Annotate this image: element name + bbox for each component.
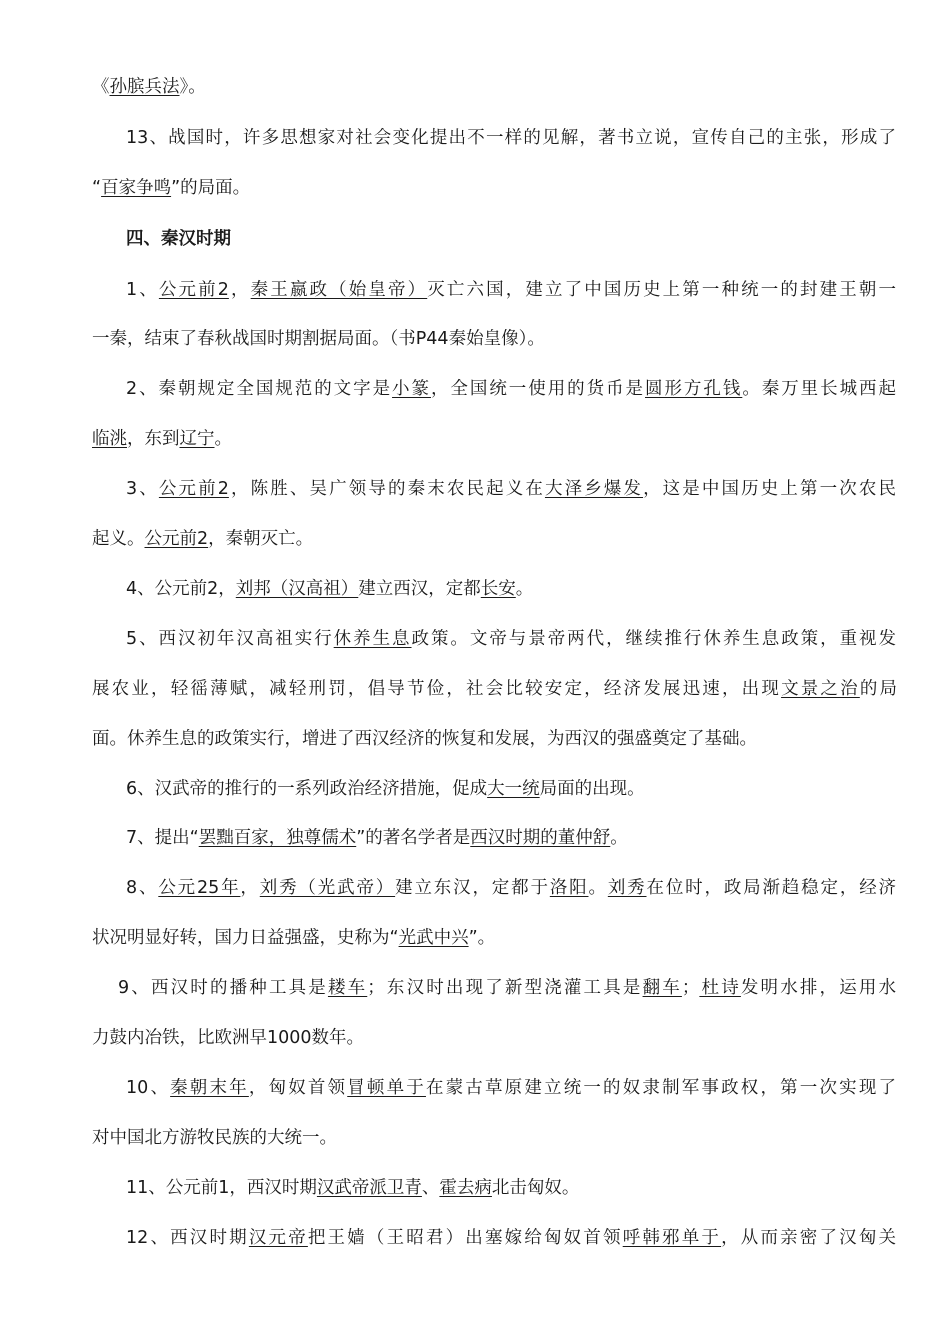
text-segment: 2、秦朝规定全国规范的文字是 (126, 379, 393, 399)
text-line-3 (92, 176, 897, 200)
text-segment: 、 (421, 1178, 440, 1198)
text-line-10 (92, 527, 897, 551)
text-line-8 (92, 427, 897, 451)
text-segment: ，陈胜、吴广领导的秦末农民起义在 (228, 479, 545, 499)
underlined-term: 刘秀 (607, 878, 647, 898)
text-segment: 建立东汉，定都于 (395, 878, 550, 898)
text-segment: 状况明显好转，国力日益强盛，史称为“ (92, 928, 399, 948)
text-segment: 一秦，结束了春秋战国时期割据局面。（书P44秦始皇像）。 (92, 329, 545, 349)
underlined-term: 西汉时期的董仲舒 (470, 828, 611, 848)
underlined-term: 临洮 (92, 429, 127, 449)
text-line-11 (126, 577, 896, 601)
text-segment: ； (681, 978, 700, 998)
underlined-term: 长安 (480, 579, 516, 599)
underlined-term: 光武中兴 (398, 928, 469, 948)
text-segment: 的局 (859, 679, 897, 699)
text-segment: 四、秦汉时期 (126, 229, 231, 249)
text-line-16 (126, 826, 896, 850)
text-segment: ”。 (468, 928, 496, 948)
text-line-18 (92, 926, 897, 950)
text-segment: ， (228, 280, 251, 300)
text-segment: 起义。 (92, 529, 145, 549)
text-segment: 。 (610, 828, 628, 848)
text-segment: 9、西汉时的播种工具是 (118, 978, 328, 998)
underlined-term: 霍去病 (439, 1178, 492, 1198)
underlined-term: 杜诗 (699, 978, 741, 998)
underlined-term: 公元25年 (158, 878, 241, 898)
text-line-23 (126, 1176, 896, 1200)
text-segment: 。 (515, 579, 534, 599)
text-segment: ”的著名学者是 (356, 828, 471, 848)
text-segment: 11、公元前1，西汉时期 (126, 1178, 317, 1198)
text-segment: 展农业，轻徭薄赋，减轻刑罚，倡导节俭，社会比较安定，经济发展迅速，出现 (92, 679, 782, 699)
underlined-term: 刘秀（光武帝） (259, 878, 396, 898)
underlined-term: 大一统 (487, 779, 540, 799)
text-segment: 力鼓内冶铁，比欧洲早1000数年。 (92, 1028, 365, 1048)
underlined-term: 呼韩邪单于 (622, 1228, 722, 1248)
underlined-term: 汉武帝派卫青 (316, 1178, 422, 1198)
text-segment: 把王嫱（王昭君）出塞嫁给匈奴首领 (307, 1228, 623, 1248)
text-segment: ，这是中国历史上第一次农民 (643, 479, 896, 499)
text-segment: 政策。文帝与景帝两代，继续推行休养生息政策，重视发 (411, 629, 896, 649)
underlined-term: 公元前2 (158, 479, 229, 499)
text-segment: 灭亡六国，建立了中国历史上第一种统一的封建王朝一 (427, 280, 896, 300)
text-segment: ， (240, 878, 260, 898)
text-segment: 13、战国时，许多思想家对社会变化提出不一样的见解，著书立说，宣传自己的主张，形成了 (126, 128, 896, 148)
underlined-term: 公元前2 (158, 280, 229, 300)
underlined-term: 翻车 (642, 978, 682, 998)
text-segment: 7、提出“ (126, 828, 199, 848)
underlined-term: 汉元帝 (248, 1228, 308, 1248)
text-segment: 》。 (179, 77, 206, 97)
text-line-22 (92, 1126, 897, 1150)
text-line-9 (126, 477, 896, 501)
underlined-term: 秦王嬴政（始皇帝） (250, 280, 428, 300)
underlined-term: 休养生息 (333, 629, 412, 649)
text-segment: 面。休养生息的政策实行，增进了西汉经济的恢复和发展，为西汉的强盛奠定了基础。 (92, 729, 757, 749)
text-segment: 对中国北方游牧民族的大统一。 (92, 1128, 337, 1148)
underlined-term: 洛阳 (549, 878, 589, 898)
text-segment: “ (92, 178, 102, 198)
text-segment: 。秦万里长城西起 (742, 379, 896, 399)
underlined-term: 秦朝末年 (170, 1078, 249, 1098)
text-line-15 (126, 777, 896, 801)
underlined-term: 小篆 (392, 379, 431, 399)
text-segment: 在位时，政局渐趋稳定，经济 (646, 878, 896, 898)
text-segment: 10、 (126, 1078, 171, 1098)
text-segment: 12、西汉时期 (126, 1228, 249, 1248)
underlined-term: 冒顿单于 (347, 1078, 426, 1098)
text-line-20 (92, 1026, 897, 1050)
underlined-term: 辽宁 (179, 429, 215, 449)
underlined-term: 刘邦（汉高祖） (235, 579, 359, 599)
text-line-12 (126, 627, 896, 651)
text-segment: 发明水排，运用水 (740, 978, 896, 998)
text-segment: ，东到 (127, 429, 180, 449)
text-segment: ；东汉时出现了新型浇灌工具是 (367, 978, 643, 998)
text-segment: ，秦朝灭亡。 (208, 529, 314, 549)
text-segment: ，从而亲密了汉匈关 (721, 1228, 896, 1248)
text-line-24 (126, 1226, 896, 1250)
text-line-13 (92, 677, 897, 701)
text-segment: 《 (92, 77, 110, 97)
text-segment: ，匈奴首领 (248, 1078, 348, 1098)
text-segment: 4、公元前2， (126, 579, 236, 599)
text-segment: ”的局面。 (171, 178, 251, 198)
text-segment: 建立西汉，定都 (358, 579, 481, 599)
underlined-term: 大泽乡爆发 (544, 479, 644, 499)
text-line-2 (126, 126, 896, 150)
text-segment: 。 (214, 429, 232, 449)
underlined-term: 罢黜百家，独尊儒术 (198, 828, 357, 848)
text-line-5 (126, 278, 896, 302)
text-segment: 5、西汉初年汉高祖实行 (126, 629, 334, 649)
text-line-6 (92, 327, 897, 351)
text-line-17 (126, 876, 896, 900)
underlined-term: 文景之治 (781, 679, 860, 699)
text-line-14 (92, 727, 897, 751)
text-segment: 1、 (126, 280, 159, 300)
text-segment: 8、 (126, 878, 159, 898)
text-segment: 6、汉武帝的推行的一系列政治经济措施，促成 (126, 779, 488, 799)
text-line-19 (118, 976, 896, 1000)
underlined-term: 公元前2 (144, 529, 209, 549)
underlined-term: 圆形方孔钱 (645, 379, 743, 399)
text-segment: 局面的出现。 (539, 779, 645, 799)
text-segment: 3、 (126, 479, 159, 499)
text-segment: 在蒙古草原建立统一的奴隶制军事政权，第一次实现了 (425, 1078, 896, 1098)
underlined-term: 耧车 (327, 978, 368, 998)
text-segment: ，全国统一使用的货币是 (430, 379, 646, 399)
underlined-term: 百家争鸣 (101, 178, 172, 198)
section-heading (126, 227, 896, 251)
text-line-21 (126, 1076, 896, 1100)
underlined-term: 孙膑兵法 (109, 77, 180, 97)
text-line-1 (92, 75, 897, 99)
text-segment: 北击匈奴。 (491, 1178, 580, 1198)
text-line-7 (126, 377, 896, 401)
text-segment: 。 (588, 878, 608, 898)
